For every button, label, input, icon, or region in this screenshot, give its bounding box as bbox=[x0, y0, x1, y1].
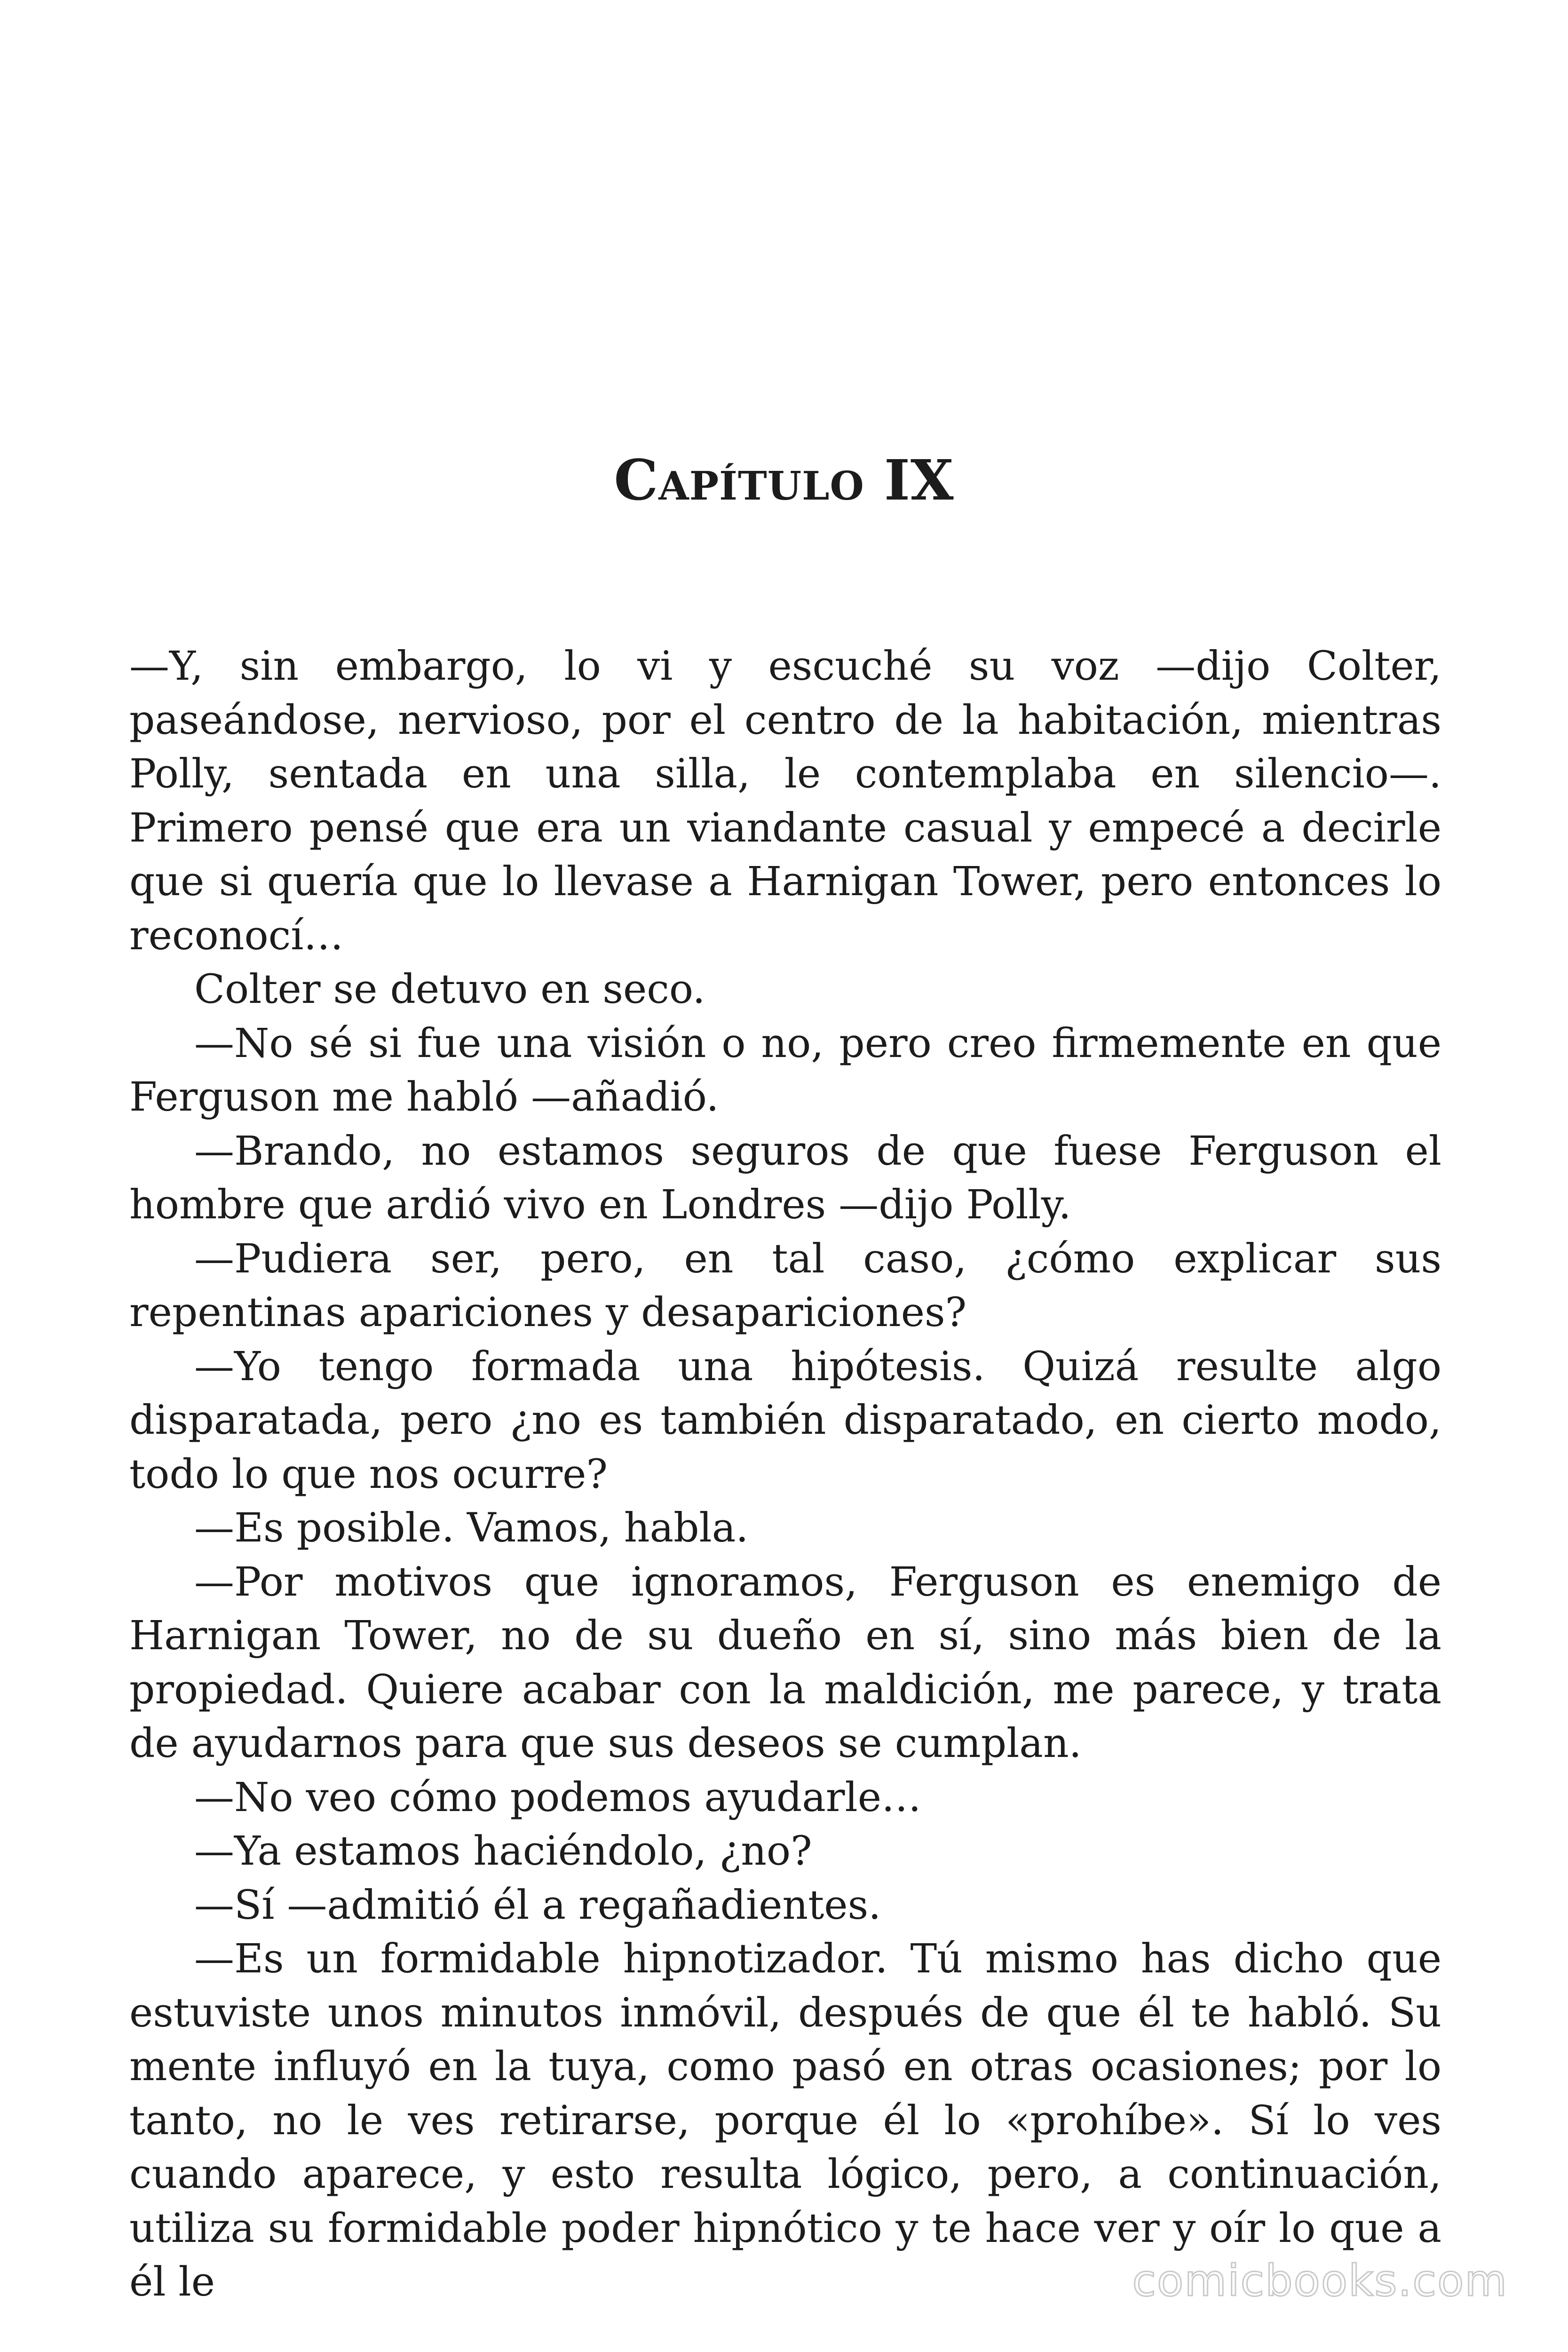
paragraph: —Es posible. Vamos, habla. bbox=[194, 1505, 749, 1551]
paragraph: —Yo tengo formada una hipótesis. Quizá resulte algo disparatada, pero ¿no es también disparatado, en cierto modo, todo lo que nos ocurre? bbox=[129, 1343, 1441, 1498]
paragraph: —Brando, no estamos seguros de que fuese Ferguson el hombre que ardió vivo en Londres —dijo Polly. bbox=[129, 1128, 1441, 1228]
paragraph: Colter se detuvo en seco. bbox=[194, 966, 705, 1013]
paragraph: —Sí —admitió él a regañadientes. bbox=[194, 1882, 881, 1929]
paragraph: —Es un formidable hipnotizador. Tú mismo has dicho que estuviste unos minutos inmóvil, después de que él te habló. Su mente influyó en la tuya, como pasó en otras ocasiones; por lo tanto, no le ves retirarse, porque él lo «prohíbe». Sí lo ves cuando aparece, y esto resulta lógico, pero, a continuación, utiliza su formidable poder hipnótico y te hace ver y oír lo que a él le bbox=[129, 1936, 1441, 2305]
chapter-body bbox=[129, 640, 1441, 2310]
chapter-title: Capítulo IX bbox=[614, 447, 954, 513]
paragraph: —Por motivos que ignoramos, Ferguson es enemigo de Harnigan Tower, no de su dueño en sí, sino más bien de la propiedad. Quiere acabar con la maldición, me parece, y trata de ayudarnos para que sus deseos se cumplan. bbox=[129, 1558, 1441, 1767]
paragraph: —No sé si fue una visión o no, pero creo firmemente en que Ferguson me habló —añadió. bbox=[129, 1020, 1441, 1120]
watermark: comicbooks.com bbox=[1132, 2256, 1508, 2306]
paragraph: —Ya estamos haciéndolo, ¿no? bbox=[194, 1828, 812, 1875]
paragraph: —Y, sin embargo, lo vi y escuché su voz —dijo Colter, paseándose, nervioso, por el centro de la habitación, mientras Polly, sentada en una silla, le contemplaba en silencio—. Primero pensé que era un viandante casual y empecé a decirle que si quería que lo llevase a Harnigan Tower, pero entonces lo reconocí… bbox=[129, 643, 1441, 959]
paragraph: —Pudiera ser, pero, en tal caso, ¿cómo explicar sus repentinas apariciones y desapariciones? bbox=[129, 1235, 1441, 1336]
paragraph: —No veo cómo podemos ayudarle… bbox=[194, 1774, 922, 1821]
